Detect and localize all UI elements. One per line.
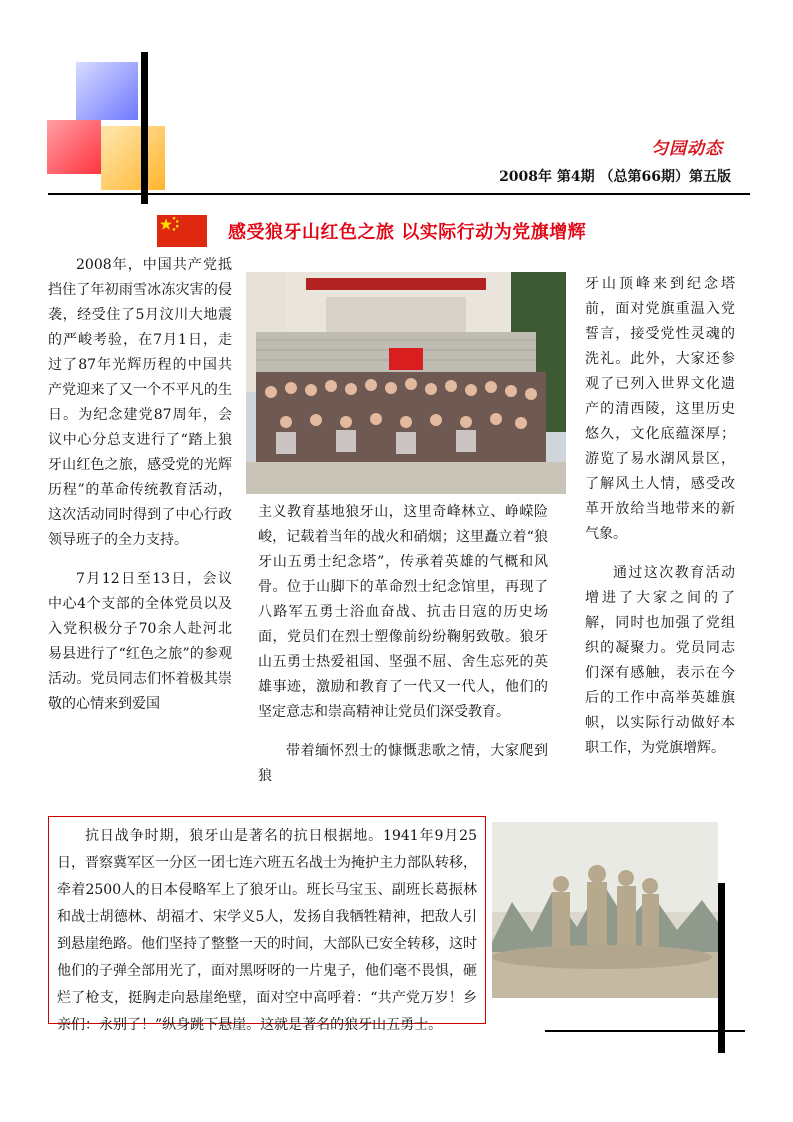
paragraph: 牙山顶峰来到纪念塔前，面对党旗重温入党誓言，接受党性灵魂的洗礼。此外，大家还参观了已列入世界文化遗产的清西陵，这里历史悠久，文化底蕴深厚；游览了易水湖风景区，了解风土人情，感受改革开放给当地带来的新气象。 xyxy=(585,276,735,542)
decor-yellow-square xyxy=(101,126,165,190)
article-middle-column xyxy=(258,500,548,803)
paragraph: 通过这次教育活动增进了大家之间的了解，同时也加强了党组织的凝聚力。党员同志们深有感触，表示在今后的工作中高举英雄旗帜，以实际行动做好本职工作，为党旗增辉。 xyxy=(585,565,735,756)
section-name: 匀园动态 xyxy=(651,139,723,159)
paragraph: 带着缅怀烈士的慷慨悲歌之情，大家爬到狼 xyxy=(258,743,548,784)
header-rule xyxy=(48,193,750,195)
group-photo xyxy=(246,272,566,494)
paragraph: 7月12日至13日，会议中心4个支部的全体党员以及入党积极分子70余人赴河北易县进行了“红色之旅”的参观 活动。党员同志们怀着极其崇敬的心情来到爱国 xyxy=(48,571,232,712)
paragraph: 2008年，中国共产党抵挡住了年初雨雪冰冻灾害的侵袭，经受住了5月汶川大地震的严峻考验，在7月1日，走过了87年光辉历程的中国共产党迎来了又一个不平凡的生日。为纪念建党87周年，会议中心分总支进行了“踏上狼牙山红色之旅，感受党的光辉历程”的革命传统教育活动，这次活动同时得到了中心行政领导班子的全力支持。 xyxy=(48,257,232,548)
article-right-column xyxy=(585,272,735,775)
decor-vertical-bar xyxy=(141,52,148,204)
history-box xyxy=(48,816,486,1033)
issue-line: 2008年 第4期 （总第66期）第五版 xyxy=(499,169,731,185)
paragraph: 主义教育基地狼牙山，这里奇峰林立、峥嵘险峻，记载着当年的战火和硝烟；这里矗立着“狼牙山五勇士纪念塔”，传承着英雄的气概和风骨。位于山脚下的革命烈士纪念馆里，再现了八路军五勇士浴血奋战、抗击日寇的历史场面，党员们在烈士塑像前纷纷鞠躬致敬。狼牙山五勇士热爱祖国、坚强不屈、舍生忘死的英雄事迹，激励和教育了一代又一代人，他们的坚定意志和崇高精神让党员们深受教育。 xyxy=(258,504,548,720)
history-text: 抗日战争时期，狼牙山是著名的抗日根据地。1941年9月25日，晋察冀军区一分区一团七连六班五名战士为掩护主力部队转移，牵着2500人的日本侵略军上了狼牙山。班长马宝玉、副班长葛振林和战士胡德林、胡福才、宋学义5人，发扬自我牺牲精神，把敌人引到悬崖绝路。他们坚持了整整一天的时间，大部队已安全转移，这时他们的子弹全部用光了，面对黑呀呀的一片鬼子，他们毫不畏惧，砸烂了枪支，挺胸走向悬崖绝壁，面对空中高呼着：“共产党万岁！乡亲们：永别了！”纵身跳下悬崖。这就是著名的狼牙山五勇士。 xyxy=(57,828,477,1033)
footer-rule xyxy=(545,1030,745,1032)
decor-blue-square xyxy=(76,62,138,120)
decor-red-square xyxy=(47,120,101,174)
article-left-column xyxy=(48,253,232,731)
article-title: 感受狼牙山红色之旅 以实际行动为党旗增辉 xyxy=(228,222,587,243)
five-heroes-statue-photo xyxy=(492,822,718,998)
china-flag-icon xyxy=(157,215,207,247)
decor-vertical-bar-right xyxy=(718,883,725,1053)
